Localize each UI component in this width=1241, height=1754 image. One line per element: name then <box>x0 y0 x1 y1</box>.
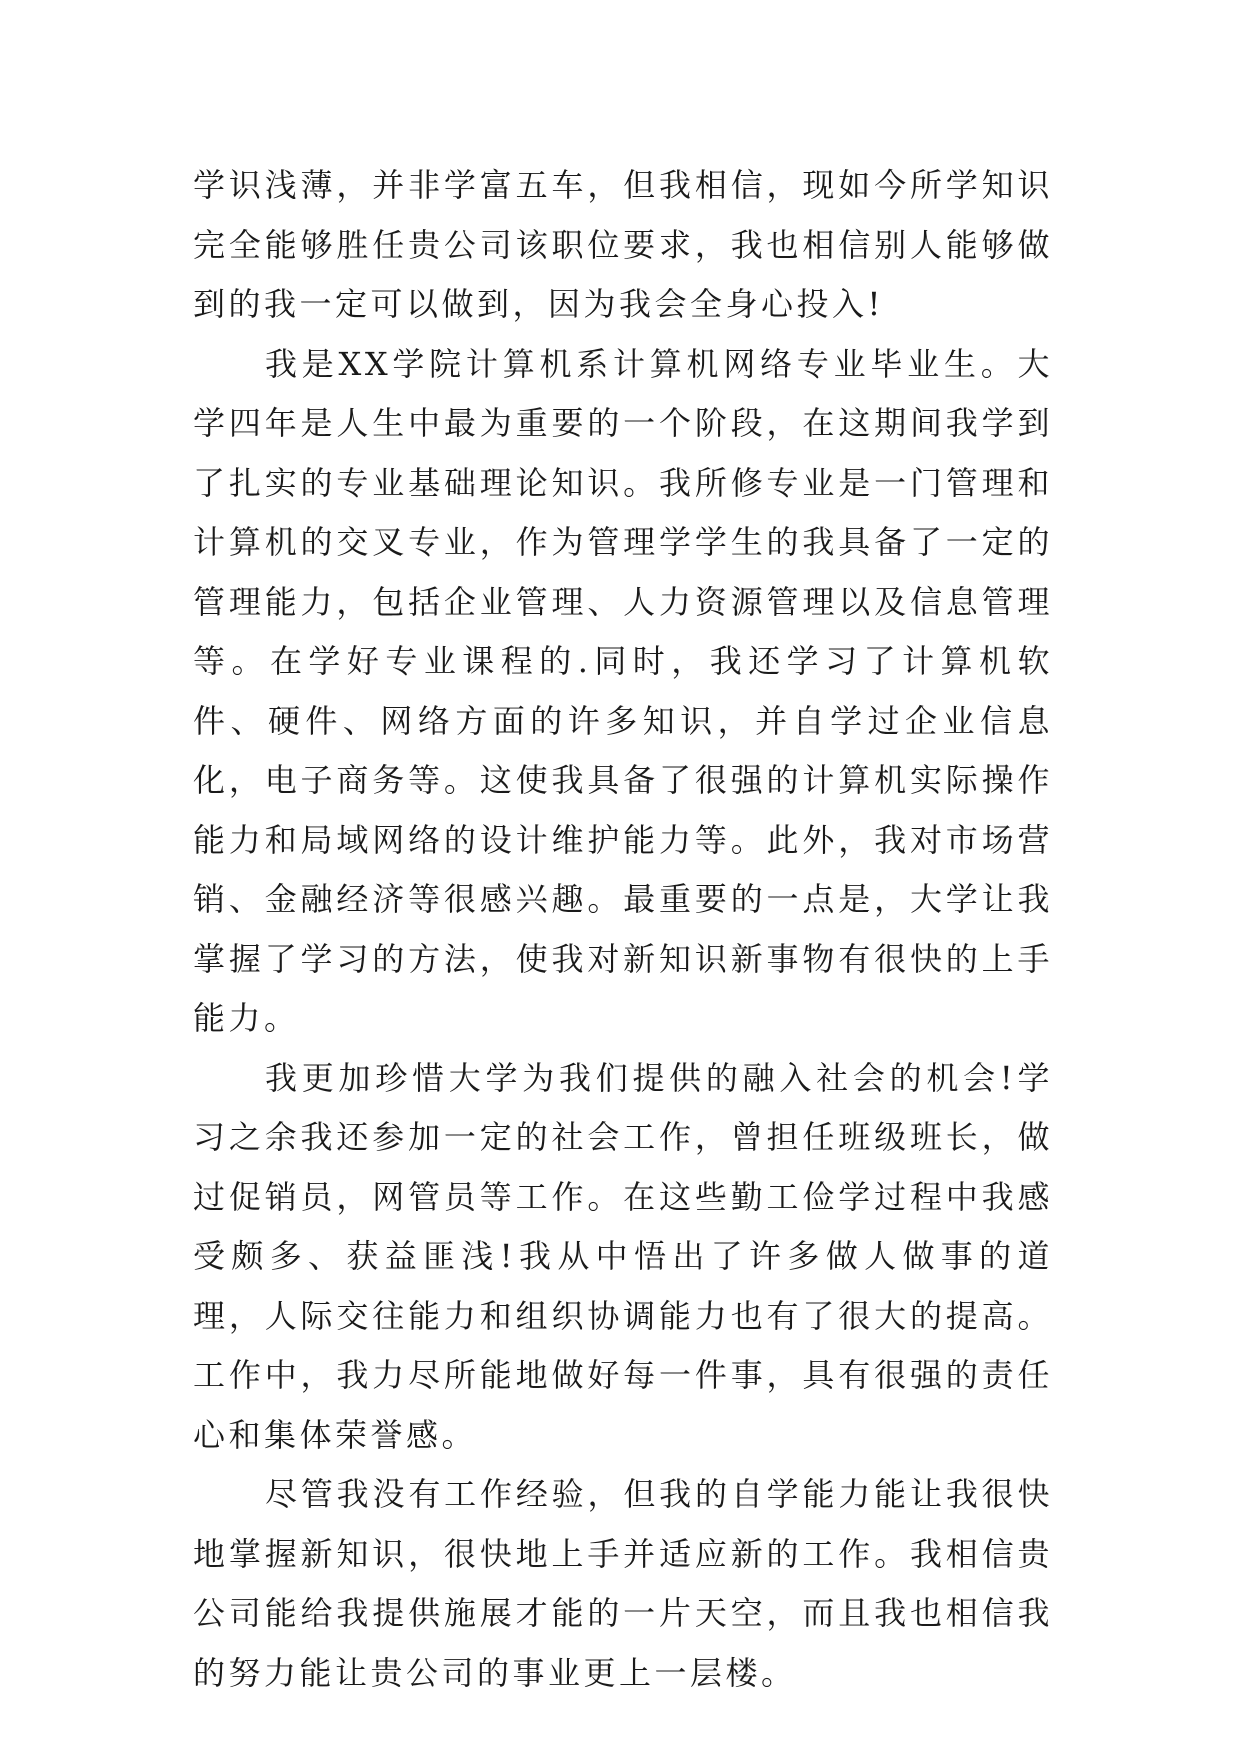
paragraph-3: 我更加珍惜大学为我们提供的融入社会的机会!学习之余我还参加一定的社会工作，曾担任班级班长，做过促销员，网管员等工作。在这些勤工俭学过程中我感受颇多、获益匪浅!我从中悟出了许多做人做事的道理，人际交往能力和组织协调能力也有了很大的提高。工作中，我力尽所能地做好每一件事，具有很强的责任心和集体荣誉感。 <box>193 1058 1053 1454</box>
paragraph-1: 学识浅薄，并非学富五车，但我相信，现如今所学知识完全能够胜任贵公司该职位要求，我也相信别人能够做到的我一定可以做到，因为我会全身心投入! <box>193 166 1053 323</box>
document-body <box>193 156 1053 1703</box>
paragraph-4: 尽管我没有工作经验，但我的自学能力能让我很快地掌握新知识，很快地上手并适应新的工作。我相信贵公司能给我提供施展才能的一片天空，而且我也相信我的努力能让贵公司的事业更上一层楼。 <box>193 1475 1053 1692</box>
paragraph-2: 我是XX学院计算机系计算机网络专业毕业生。大学四年是人生中最为重要的一个阶段，在这期间我学到了扎实的专业基础理论知识。我所修专业是一门管理和计算机的交叉专业，作为管理学学生的我具备了一定的管理能力，包括企业管理、人力资源管理以及信息管理等。在学好专业课程的.同时，我还学习了计算机软件、硬件、网络方面的许多知识，并自学过企业信息化，电子商务等。这使我具备了很强的计算机实际操作能力和局域网络的设计维护能力等。此外，我对市场营销、金融经济等很感兴趣。最重要的一点是，大学让我掌握了学习的方法，使我对新知识新事物有很快的上手能力。 <box>193 344 1053 1037</box>
